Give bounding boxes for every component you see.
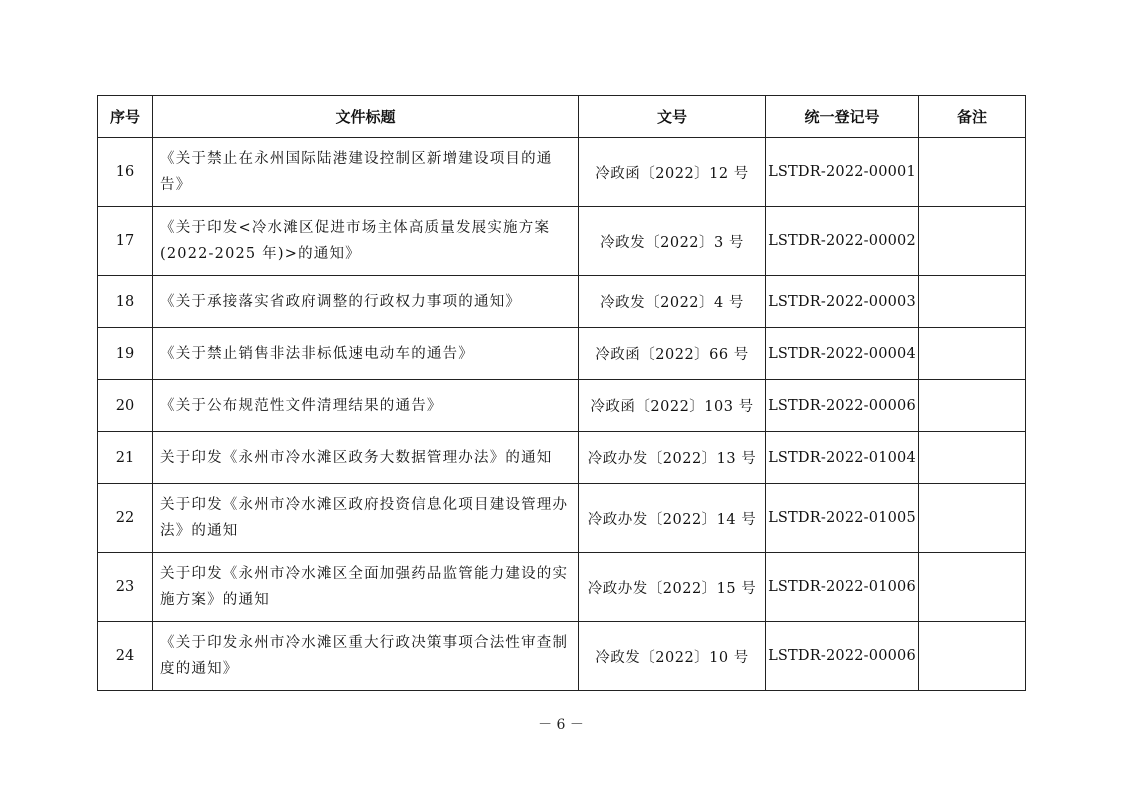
cell-note (919, 328, 1026, 380)
cell-reg-no: LSTDR-2022-00006 (766, 380, 919, 432)
table-row (98, 276, 1026, 328)
header-no: 序号 (98, 96, 153, 138)
table-header-row (98, 96, 1026, 138)
cell-title: 《关于承接落实省政府调整的行政权力事项的通知》 (153, 276, 579, 328)
cell-no: 19 (98, 328, 153, 380)
table-row (98, 553, 1026, 622)
cell-title: 《关于公布规范性文件清理结果的通告》 (153, 380, 579, 432)
table-row (98, 484, 1026, 553)
cell-no: 16 (98, 138, 153, 207)
cell-doc-no: 冷政办发〔2022〕15 号 (579, 553, 766, 622)
cell-reg-no: LSTDR-2022-00006 (766, 622, 919, 691)
table-row (98, 138, 1026, 207)
cell-reg-no: LSTDR-2022-00001 (766, 138, 919, 207)
cell-no: 22 (98, 484, 153, 553)
cell-title: 《关于印发永州市冷水滩区重大行政决策事项合法性审查制度的通知》 (153, 622, 579, 691)
cell-reg-no: LSTDR-2022-01006 (766, 553, 919, 622)
cell-title: 《关于印发<冷水滩区促进市场主体高质量发展实施方案(2022-2025 年)>的通知》 (153, 207, 579, 276)
cell-doc-no: 冷政办发〔2022〕14 号 (579, 484, 766, 553)
cell-note (919, 207, 1026, 276)
header-reg-no: 统一登记号 (766, 96, 919, 138)
header-doc-no: 文号 (579, 96, 766, 138)
cell-no: 23 (98, 553, 153, 622)
cell-note (919, 380, 1026, 432)
table-row (98, 380, 1026, 432)
cell-title: 《关于禁止在永州国际陆港建设控制区新增建设项目的通告》 (153, 138, 579, 207)
cell-doc-no: 冷政办发〔2022〕13 号 (579, 432, 766, 484)
cell-doc-no: 冷政函〔2022〕66 号 (579, 328, 766, 380)
header-title: 文件标题 (153, 96, 579, 138)
cell-reg-no: LSTDR-2022-00002 (766, 207, 919, 276)
cell-note (919, 276, 1026, 328)
cell-note (919, 138, 1026, 207)
cell-doc-no: 冷政发〔2022〕3 号 (579, 207, 766, 276)
cell-title: 关于印发《永州市冷水滩区全面加强药品监管能力建设的实施方案》的通知 (153, 553, 579, 622)
document-table (97, 95, 1026, 691)
table-row (98, 207, 1026, 276)
cell-title: 《关于禁止销售非法非标低速电动车的通告》 (153, 328, 579, 380)
cell-no: 17 (98, 207, 153, 276)
table-row (98, 622, 1026, 691)
cell-doc-no: 冷政函〔2022〕12 号 (579, 138, 766, 207)
cell-reg-no: LSTDR-2022-01004 (766, 432, 919, 484)
cell-doc-no: 冷政函〔2022〕103 号 (579, 380, 766, 432)
header-note: 备注 (919, 96, 1026, 138)
cell-no: 24 (98, 622, 153, 691)
cell-title: 关于印发《永州市冷水滩区政府投资信息化项目建设管理办法》的通知 (153, 484, 579, 553)
cell-no: 21 (98, 432, 153, 484)
cell-doc-no: 冷政发〔2022〕10 号 (579, 622, 766, 691)
cell-reg-no: LSTDR-2022-00003 (766, 276, 919, 328)
page-number: － 6 － (538, 717, 584, 733)
cell-reg-no: LSTDR-2022-00004 (766, 328, 919, 380)
cell-doc-no: 冷政发〔2022〕4 号 (579, 276, 766, 328)
cell-note (919, 553, 1026, 622)
cell-no: 20 (98, 380, 153, 432)
cell-title: 关于印发《永州市冷水滩区政务大数据管理办法》的通知 (153, 432, 579, 484)
table-row (98, 328, 1026, 380)
cell-note (919, 432, 1026, 484)
table-row (98, 432, 1026, 484)
cell-note (919, 622, 1026, 691)
cell-note (919, 484, 1026, 553)
cell-reg-no: LSTDR-2022-01005 (766, 484, 919, 553)
cell-no: 18 (98, 276, 153, 328)
